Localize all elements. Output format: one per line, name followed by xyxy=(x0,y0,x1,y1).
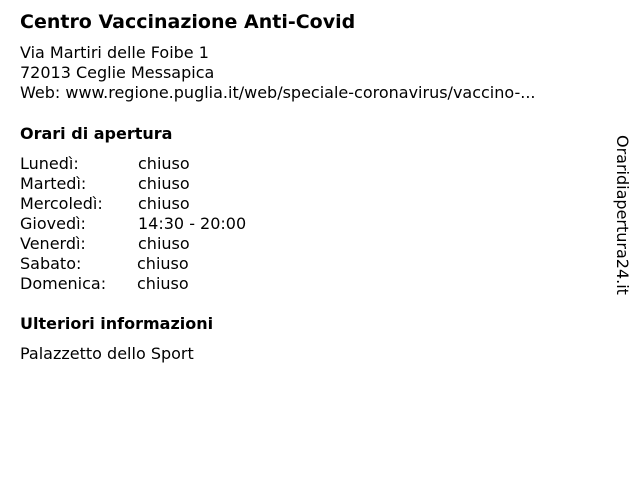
day-label: Martedì: xyxy=(20,174,87,193)
watermark-text: Oraridiapertura24.it xyxy=(613,135,632,295)
day-label: Lunedì: xyxy=(20,154,79,173)
time-value: chiuso xyxy=(138,154,190,173)
info-heading: Ulteriori informazioni xyxy=(20,314,214,333)
page-title: Centro Vaccinazione Anti-Covid xyxy=(20,11,356,33)
address-city: 72013 Ceglie Messapica xyxy=(20,63,215,82)
watermark xyxy=(612,135,632,311)
time-value: 14:30 - 20:00 xyxy=(138,214,247,233)
day-label: Domenica: xyxy=(20,274,107,293)
address-block xyxy=(20,43,536,103)
day-label: Mercoledì: xyxy=(20,194,103,213)
time-value: chiuso xyxy=(138,174,190,193)
time-value: chiuso xyxy=(137,274,189,293)
day-label: Venerdì: xyxy=(20,234,86,253)
day-label: Sabato: xyxy=(20,254,82,273)
day-label: Giovedì: xyxy=(20,214,86,233)
time-value: chiuso xyxy=(138,234,190,253)
info-text: Palazzetto dello Sport xyxy=(20,344,194,363)
hours-heading: Orari di apertura xyxy=(20,124,173,143)
address-street: Via Martiri delle Foibe 1 xyxy=(20,43,209,62)
time-value: chiuso xyxy=(137,254,189,273)
time-value: chiuso xyxy=(138,194,190,213)
address-web[interactable]: Web: www.regione.puglia.it/web/speciale-coronavirus/vaccino-... xyxy=(20,83,536,102)
